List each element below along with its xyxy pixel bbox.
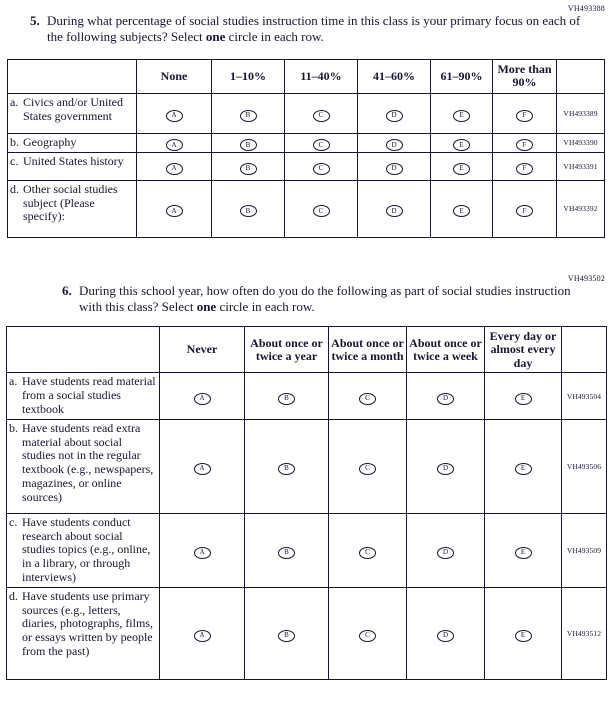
- question5-text-bold: one: [205, 28, 226, 44]
- response-oval-d[interactable]: D: [386, 163, 403, 175]
- table-row-conduct-research: [7, 513, 607, 587]
- response-oval-f[interactable]: F: [516, 110, 533, 122]
- row-code: VH493389: [557, 93, 605, 133]
- question5-body: [47, 13, 585, 45]
- row-label: [7, 419, 160, 513]
- row-label-text: Have students read extra material about social studies not in the regular textbook (e.g., newspapers, magazines, or online sources): [22, 420, 154, 504]
- row-prefix: a.: [9, 374, 18, 389]
- code-column-header: [557, 59, 605, 93]
- response-oval-a[interactable]: A: [194, 393, 211, 405]
- question6-form-code: VH493502: [567, 273, 605, 283]
- question6-body: [79, 283, 587, 315]
- question5-text: [30, 13, 585, 45]
- row-label-text: Have students read material from a social studies textbook: [22, 374, 156, 417]
- response-oval-d[interactable]: D: [437, 630, 454, 642]
- row-code: VH493504: [562, 373, 607, 419]
- row-label: [7, 513, 160, 587]
- response-oval-b[interactable]: B: [278, 463, 295, 475]
- response-oval-e[interactable]: E: [515, 547, 532, 559]
- row-label: [7, 373, 160, 419]
- row-prefix: c.: [10, 153, 19, 168]
- table-row-other-subject: [8, 180, 605, 237]
- corner-cell: [8, 59, 137, 93]
- response-oval-c[interactable]: C: [359, 393, 376, 405]
- row-code: VH493392: [557, 180, 605, 237]
- response-oval-d[interactable]: D: [386, 205, 403, 217]
- response-oval-d[interactable]: D: [437, 463, 454, 475]
- response-oval-c[interactable]: C: [313, 163, 330, 175]
- response-oval-b[interactable]: B: [240, 110, 257, 122]
- response-oval-e[interactable]: E: [515, 463, 532, 475]
- response-oval-c[interactable]: C: [359, 630, 376, 642]
- response-oval-a[interactable]: A: [194, 630, 211, 642]
- row-code: VH493509: [562, 513, 607, 587]
- column-header-year: About once or twice a year: [245, 327, 329, 373]
- code-column-header: [562, 327, 607, 373]
- response-oval-a[interactable]: A: [194, 463, 211, 475]
- row-label-text: Have students conduct research about social studies topics (e.g., online, in a library, or through interviews): [22, 514, 151, 585]
- row-label: [8, 180, 137, 237]
- response-oval-e[interactable]: E: [453, 139, 470, 151]
- response-oval-c[interactable]: C: [313, 110, 330, 122]
- response-oval-d[interactable]: D: [437, 393, 454, 405]
- row-label-text: Civics and/or United States government: [23, 94, 123, 123]
- question5-header-row: [8, 59, 605, 93]
- table-row-geography: [8, 133, 605, 152]
- column-header-11-40: 11–40%: [285, 59, 358, 93]
- response-oval-e[interactable]: E: [515, 630, 532, 642]
- column-header-1-10: 1–10%: [212, 59, 285, 93]
- response-oval-b[interactable]: B: [278, 547, 295, 559]
- response-oval-a[interactable]: A: [166, 163, 183, 175]
- column-header-never: Never: [160, 327, 245, 373]
- response-oval-a[interactable]: A: [166, 110, 183, 122]
- response-oval-f[interactable]: F: [516, 205, 533, 217]
- question6-table: [6, 326, 607, 679]
- response-oval-e[interactable]: E: [515, 393, 532, 405]
- response-oval-c[interactable]: C: [313, 139, 330, 151]
- row-code: VH493391: [557, 152, 605, 180]
- row-label-text: United States history: [23, 153, 124, 168]
- response-oval-a[interactable]: A: [194, 547, 211, 559]
- response-oval-e[interactable]: E: [453, 205, 470, 217]
- row-prefix: a.: [10, 94, 19, 109]
- column-header-more-90: More than 90%: [493, 59, 557, 93]
- row-prefix: d.: [10, 181, 19, 196]
- question6-number: 6.: [62, 282, 72, 298]
- response-oval-b[interactable]: B: [278, 393, 295, 405]
- response-oval-a[interactable]: A: [166, 139, 183, 151]
- row-label: [8, 93, 137, 133]
- response-oval-c[interactable]: C: [359, 463, 376, 475]
- row-code: VH493390: [557, 133, 605, 152]
- question5-text-post: circle in each row.: [225, 28, 324, 44]
- row-label: [8, 133, 137, 152]
- question6-text-bold: one: [196, 298, 217, 314]
- question6-text-pre: During this school year, how often do you do the following as part of social studies instruction with this class? Select: [79, 282, 571, 314]
- column-header-41-60: 41–60%: [358, 59, 431, 93]
- response-oval-f[interactable]: F: [516, 139, 533, 151]
- response-oval-b[interactable]: B: [240, 163, 257, 175]
- table-row-primary-sources: [7, 587, 607, 679]
- table-row-extra-material: [7, 419, 607, 513]
- response-oval-c[interactable]: C: [359, 547, 376, 559]
- question6-header-row: [7, 327, 607, 373]
- row-prefix: d.: [9, 588, 18, 603]
- row-label: [7, 587, 160, 679]
- response-oval-d[interactable]: D: [437, 547, 454, 559]
- row-label-text: Other social studies subject (Please specify):: [23, 181, 118, 224]
- row-label-text: Have students use primary sources (e.g., letters, diaries, photographs, films, or essays written by people from the past): [22, 588, 153, 658]
- row-label: [8, 152, 137, 180]
- question5-form-code: VH493388: [567, 4, 605, 13]
- question6-text: [62, 283, 587, 315]
- response-oval-d[interactable]: D: [386, 139, 403, 151]
- column-header-every-day: Every day or almost every day: [485, 327, 562, 373]
- row-prefix: b.: [9, 420, 18, 435]
- response-oval-e[interactable]: E: [453, 110, 470, 122]
- response-oval-d[interactable]: D: [386, 110, 403, 122]
- response-oval-f[interactable]: F: [516, 163, 533, 175]
- response-oval-b[interactable]: B: [240, 205, 257, 217]
- response-oval-c[interactable]: C: [313, 205, 330, 217]
- question5-table: [7, 59, 605, 238]
- corner-cell: [7, 327, 160, 373]
- response-oval-a[interactable]: A: [166, 205, 183, 217]
- row-label-text: Geography: [23, 134, 77, 149]
- row-prefix: b.: [10, 134, 19, 149]
- row-prefix: c.: [9, 514, 18, 529]
- response-oval-b[interactable]: B: [278, 630, 295, 642]
- table-row-us-history: [8, 152, 605, 180]
- column-header-61-90: 61–90%: [431, 59, 493, 93]
- column-header-month: About once or twice a month: [329, 327, 407, 373]
- table-row-civics: [8, 93, 605, 133]
- row-code: VH493512: [562, 587, 607, 679]
- question5-text-pre: During what percentage of social studies instruction time in this class is your primary focus on each of the following subjects? Select: [47, 13, 581, 44]
- row-code: VH493506: [562, 419, 607, 513]
- question5-number: 5.: [30, 13, 40, 28]
- response-oval-b[interactable]: B: [240, 139, 257, 151]
- table-row-read-textbook: [7, 373, 607, 419]
- question6-text-post: circle in each row.: [216, 298, 315, 314]
- response-oval-e[interactable]: E: [453, 163, 470, 175]
- column-header-week: About once or twice a week: [407, 327, 485, 373]
- column-header-none: None: [137, 59, 212, 93]
